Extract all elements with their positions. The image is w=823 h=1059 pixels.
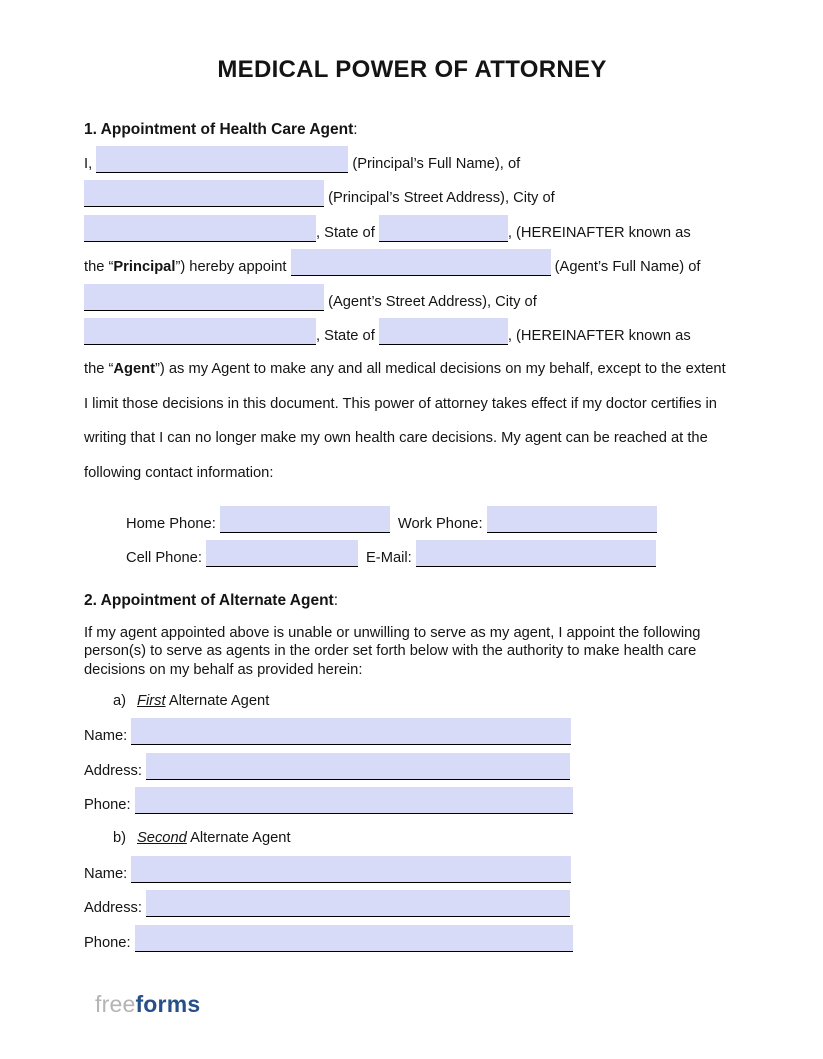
first-agent-address-label: Address:: [84, 762, 147, 779]
contact-info-block: [84, 506, 740, 575]
paragraph-line-3: writing that I can no longer make my own health care decisions. My agent can be reached at the: [84, 430, 708, 447]
second-agent-phone-label: Phone:: [84, 934, 135, 951]
line6-post-text: , (HEREINAFTER known as: [507, 327, 691, 344]
alternate2-phone-field[interactable]: [135, 925, 573, 952]
para-l1-pre-text: the “: [84, 361, 114, 378]
document-title: MEDICAL POWER OF ATTORNEY: [217, 56, 607, 83]
line4-pre-text: the “: [84, 259, 114, 276]
line2-post-text: (Principal’s Street Address), City of: [324, 190, 555, 207]
section2-heading: [84, 591, 740, 611]
cell-phone-label: Cell Phone:: [126, 550, 207, 567]
first-agent-phone-row: [84, 787, 740, 821]
agent-state-field[interactable]: [379, 318, 508, 345]
item-b-marker: b): [113, 830, 127, 847]
line1-pre-text: I,: [84, 156, 97, 172]
logo-forms-text: forms: [135, 991, 201, 1017]
freeforms-logo: [95, 990, 200, 1018]
logo-free-text: free: [95, 991, 136, 1017]
second-agent-address-label: Address:: [84, 900, 147, 917]
section1-heading-text: 1. Appointment of Health Care Agent: [84, 121, 354, 138]
line4-post-text: (Agent’s Full Name) of: [550, 259, 701, 276]
intro-line-1: If my agent appointed above is unable or unwilling to serve as my agent, I appoint the following: [84, 624, 701, 641]
cell-phone-field[interactable]: [206, 540, 358, 567]
second-ordinal-text: Second: [137, 830, 187, 847]
principal-term-bold: Principal: [113, 259, 176, 276]
first-agent-phone-label: Phone:: [84, 796, 135, 813]
alternate1-address-field[interactable]: [146, 753, 570, 780]
form-line-principal-name: [84, 146, 740, 180]
email-label: E-Mail:: [366, 550, 416, 567]
intro-line-3: decisions on my behalf as provided herein:: [84, 662, 363, 679]
alternate2-address-field[interactable]: [146, 890, 570, 917]
section2-heading-text: 2. Appointment of Alternate Agent: [84, 591, 334, 609]
principal-street-address-field[interactable]: [84, 180, 324, 207]
home-phone-label: Home Phone:: [126, 515, 220, 532]
contact-row-cell-email: [84, 540, 740, 574]
line1-post-text: (Principal’s Full Name), of: [348, 156, 521, 172]
work-phone-label: Work Phone:: [397, 515, 487, 532]
second-agent-address-row: [84, 890, 740, 924]
paragraph-line-4: following contact information:: [84, 464, 274, 481]
line4-mid-text: ”) hereby appoint: [175, 259, 291, 276]
form-line-agent-city-state: [84, 318, 740, 352]
form-line-agent-name: [84, 249, 740, 283]
line3-mid-text: , State of: [316, 224, 379, 241]
first-agent-name-row: [84, 718, 740, 752]
contact-row-phones: [84, 506, 740, 540]
first-agent-address-row: [84, 753, 740, 787]
second-agent-name-row: [84, 856, 740, 890]
second-agent-rest-text: Alternate Agent: [186, 830, 291, 847]
agent-full-name-field[interactable]: [291, 249, 551, 276]
section1-body: [84, 146, 740, 490]
agent-city-field[interactable]: [84, 318, 316, 345]
section2-heading-colon: :: [333, 591, 339, 609]
section1-heading: [84, 120, 740, 140]
principal-full-name-field[interactable]: [96, 146, 348, 173]
alternate2-name-field[interactable]: [131, 856, 571, 883]
item-a-marker: a): [113, 692, 127, 709]
principal-city-field[interactable]: [84, 215, 316, 242]
section1-heading-colon: :: [353, 121, 358, 138]
form-line-principal-street: [84, 180, 740, 214]
section2-intro: [84, 624, 740, 680]
paragraph-line-1: [84, 352, 740, 386]
home-phone-field[interactable]: [220, 506, 390, 533]
work-phone-field[interactable]: [487, 506, 657, 533]
form-line-agent-street: [84, 284, 740, 318]
agent-street-address-field[interactable]: [84, 284, 324, 311]
alternate1-name-field[interactable]: [131, 718, 571, 745]
paragraph-line-2: I limit those decisions in this document. This power of attorney takes effect if my doctor certifies in: [84, 395, 717, 412]
intro-line-2: person(s) to serve as agents in the order set forth below with the authority to make health care: [84, 643, 697, 660]
line3-post-text: , (HEREINAFTER known as: [507, 224, 691, 241]
email-field[interactable]: [416, 540, 656, 567]
form-line-principal-city-state: [84, 215, 740, 249]
para-l1-post-text: ”) as my Agent to make any and all medical decisions on my behalf, except to the extent: [155, 361, 726, 378]
second-agent-phone-row: [84, 925, 740, 959]
first-ordinal-text: First: [137, 692, 166, 709]
alternate-agents-block: [84, 684, 740, 959]
line5-post-text: (Agent’s Street Address), City of: [324, 293, 537, 310]
line6-mid-text: , State of: [316, 327, 379, 344]
first-agent-rest-text: Alternate Agent: [165, 692, 270, 709]
second-agent-name-label: Name:: [84, 865, 132, 882]
principal-state-field[interactable]: [379, 215, 508, 242]
first-alternate-agent-heading: [84, 684, 740, 718]
first-agent-name-label: Name:: [84, 728, 132, 745]
alternate1-phone-field[interactable]: [135, 787, 573, 814]
agent-term-bold: Agent: [113, 361, 156, 378]
second-alternate-agent-heading: [84, 821, 740, 855]
